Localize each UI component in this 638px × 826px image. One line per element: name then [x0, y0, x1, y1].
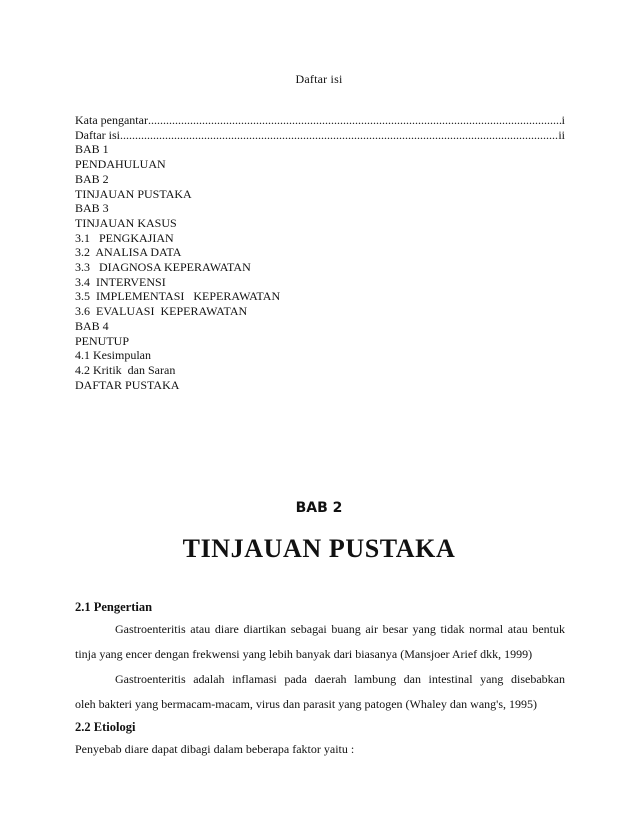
- paragraph: [75, 737, 565, 762]
- toc-entry-page: i: [561, 113, 565, 127]
- toc-entry: DAFTAR PUSTAKA: [75, 377, 180, 392]
- section-heading-etiologi: 2.2 Etiologi: [75, 720, 136, 734]
- toc-entry-page: ii: [558, 127, 565, 142]
- paragraph-text: Gastroenteritis atau diare diartikan sebagai buang air besar yang tidak normal atau bentuk: [115, 622, 565, 636]
- chapter-title: TINJAUAN PUSTAKA: [182, 534, 456, 563]
- toc-entry: 3.3 DIAGNOSA KEPERAWATAN: [75, 260, 251, 275]
- paragraph-text: Gastroenteritis adalah inflamasi pada daerah lambung dan intestinal yang disebabkan: [115, 672, 565, 686]
- toc-leader-dots: [148, 113, 562, 128]
- toc-entry: 3.4 INTERVENSI: [75, 274, 166, 289]
- chapter-body: [75, 597, 565, 762]
- toc-entry: 3.1 PENGKAJIAN: [75, 230, 174, 245]
- paragraph-line: oleh bakteri yang bermacam-macam, virus dan parasit yang patogen (Whaley dan wang's, 1995): [75, 697, 537, 711]
- toc-entry: TINJAUAN KASUS: [75, 215, 177, 230]
- toc-entry: 3.5 IMPLEMENTASI KEPERAWATAN: [75, 289, 281, 304]
- table-of-contents: [75, 113, 565, 392]
- toc-leader-dots: [120, 128, 558, 143]
- paragraph-line: [75, 617, 565, 642]
- toc-entry: BAB 1: [75, 142, 109, 157]
- toc-entry-label: Daftar isi: [75, 127, 120, 142]
- chapter-number: BAB 2: [295, 500, 343, 516]
- toc-entry: BAB 2: [75, 171, 109, 186]
- toc-entry: BAB 3: [75, 201, 109, 216]
- toc-entry: 3.6 EVALUASI KEPERAWATAN: [75, 304, 248, 319]
- toc-entry: PENDAHULUAN: [75, 157, 166, 172]
- toc-entry-daftar-isi: [75, 128, 565, 143]
- toc-entry-label: Kata pengantar: [75, 113, 148, 127]
- paragraph-line: tinja yang encer dengan frekwensi yang lebih banyak dari biasanya (Mansjoer Arief dkk, 1999): [75, 647, 533, 661]
- toc-entry: PENUTUP: [75, 333, 130, 348]
- toc-entry: 4.1 Kesimpulan: [75, 348, 151, 363]
- toc-entry: 3.2 ANALISA DATA: [75, 245, 182, 260]
- paragraph-line: Penyebab diare dapat dibagi dalam beberapa faktor yaitu :: [75, 742, 355, 756]
- paragraph-line: [75, 667, 565, 692]
- toc-entry: TINJAUAN PUSTAKA: [75, 186, 192, 201]
- toc-entry-kata-pengantar: [75, 113, 565, 128]
- section-heading-pengertian: 2.1 Pengertian: [75, 600, 153, 614]
- paragraph: [75, 617, 565, 717]
- toc-entry: BAB 4: [75, 318, 109, 333]
- toc-title: Daftar isi: [295, 72, 343, 86]
- toc-entry: 4.2 Kritik dan Saran: [75, 362, 176, 377]
